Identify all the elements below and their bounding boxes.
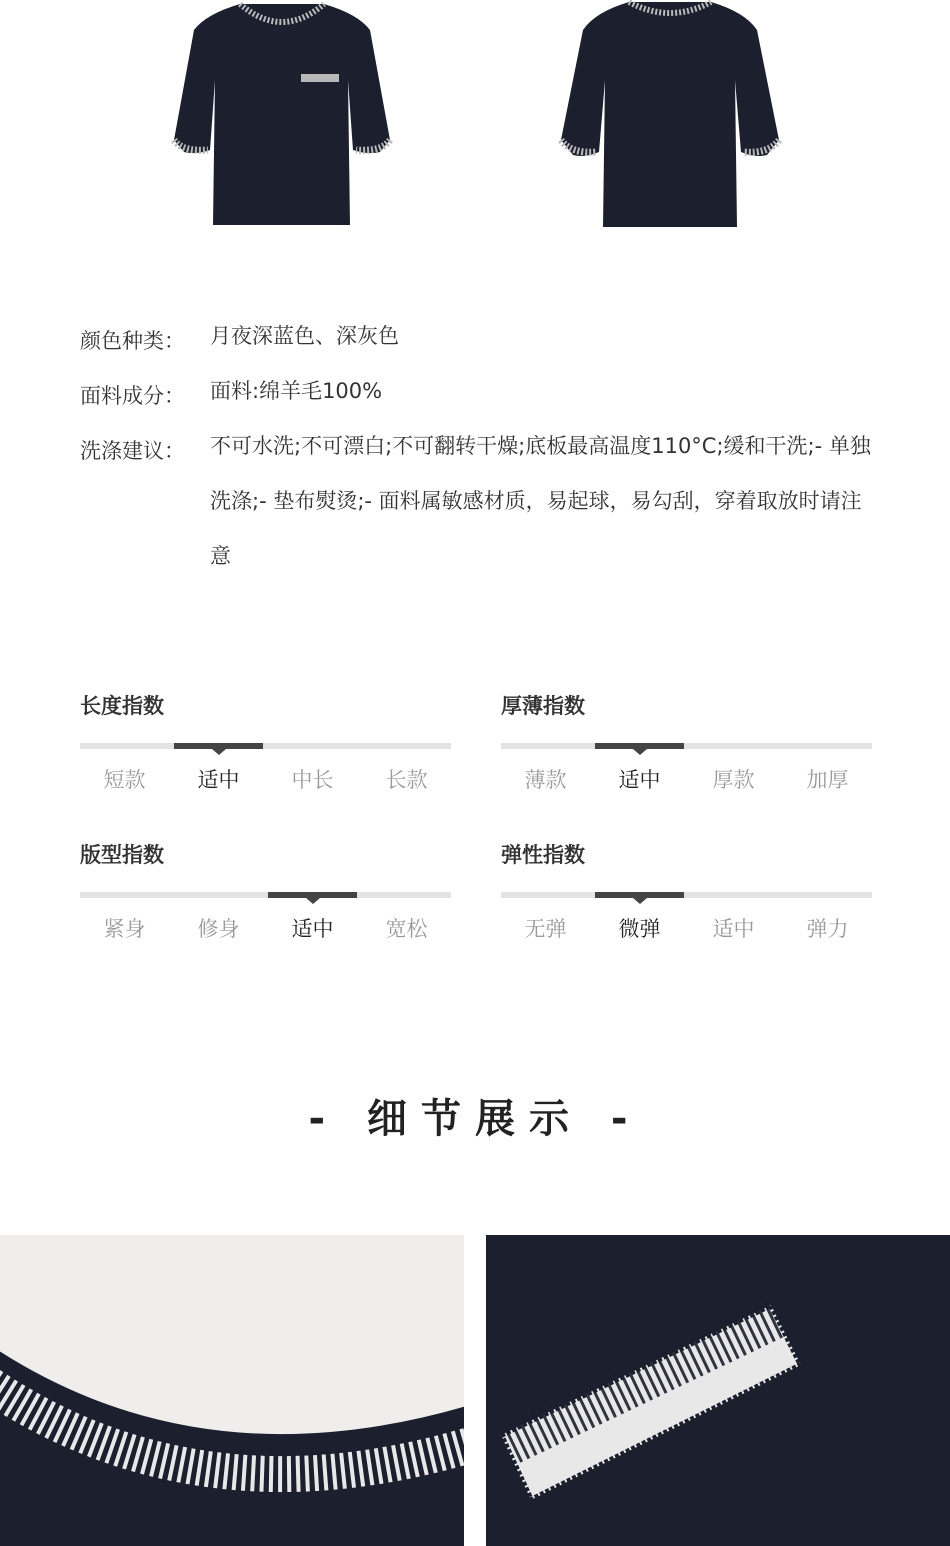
index-track [80, 743, 451, 749]
index-option: 适中 [618, 768, 661, 792]
elasticity-index [501, 839, 872, 939]
index-option: 厚款 [712, 768, 755, 792]
index-option: 修身 [197, 917, 240, 941]
sweater-back-image [555, 0, 785, 230]
index-title: 弹性指数 [501, 843, 585, 867]
index-pointer-icon [306, 898, 320, 904]
index-option: 弹力 [806, 917, 849, 941]
index-option: 微弹 [618, 917, 661, 941]
index-option: 长款 [385, 768, 428, 792]
index-pointer-icon [633, 749, 647, 755]
index-option: 紧身 [103, 917, 146, 941]
index-title: 版型指数 [80, 843, 164, 867]
index-track [501, 892, 872, 898]
index-title: 长度指数 [80, 694, 164, 718]
spec-value: 不可水洗;不可漂白;不可翻转干燥;底板最高温度110°C;缓和干洗;- 单独洗涤;- 垫布熨烫;- 面料属敏感材质，易起球，易勾刮，穿着取放时请注意 [210, 434, 871, 568]
index-pointer-icon [212, 749, 226, 755]
index-option: 适中 [291, 917, 334, 941]
details-heading: - 细节展示 - [308, 1096, 642, 1142]
index-active-segment [268, 892, 357, 898]
index-option: 加厚 [806, 768, 849, 792]
index-option: 薄款 [524, 768, 567, 792]
length-index [80, 690, 451, 790]
index-active-segment [174, 743, 263, 749]
sweater-front-image [168, 0, 396, 230]
index-option: 宽松 [385, 917, 428, 941]
fit-index [80, 839, 451, 939]
index-active-segment [595, 743, 684, 749]
index-pointer-icon [633, 898, 647, 904]
index-option: 无弹 [524, 917, 567, 941]
index-title: 厚薄指数 [501, 694, 585, 718]
spec-value: 面料:绵羊毛100% [210, 379, 383, 403]
spec-label: 颜色种类： [80, 329, 185, 353]
index-option: 中长 [291, 768, 334, 792]
index-track [80, 892, 451, 898]
pocket-detail-image [486, 1235, 950, 1546]
index-option: 适中 [197, 768, 240, 792]
index-option: 适中 [712, 917, 755, 941]
thickness-index [501, 690, 872, 790]
index-track [501, 743, 872, 749]
index-option: 短款 [103, 768, 146, 792]
spec-value: 月夜深蓝色、深灰色 [210, 324, 399, 348]
neckline-detail-image [0, 1235, 464, 1546]
index-active-segment [595, 892, 684, 898]
spec-label: 面料成分： [80, 384, 185, 408]
spec-label: 洗涤建议： [80, 439, 185, 463]
